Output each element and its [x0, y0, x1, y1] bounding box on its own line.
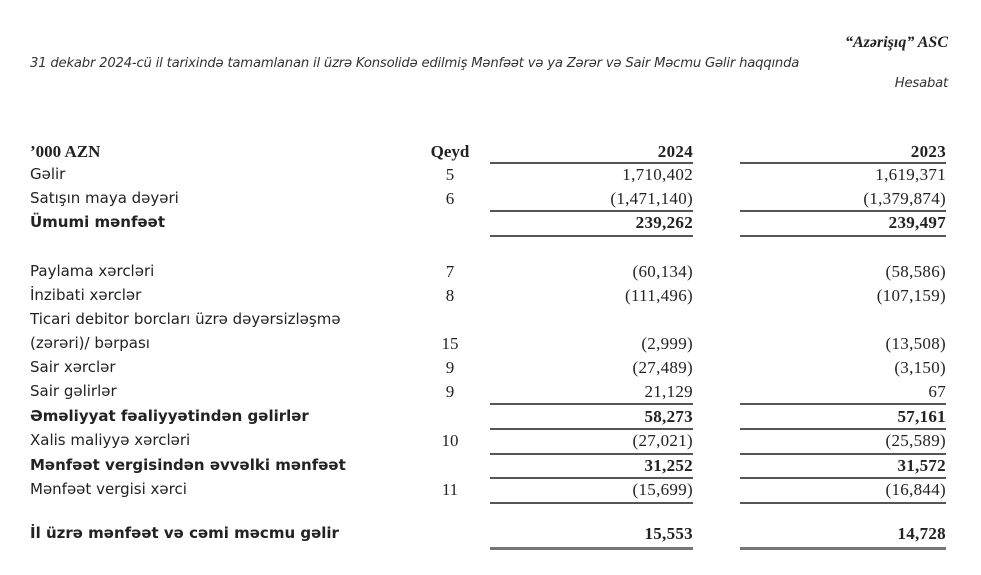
row-note: 15	[441, 334, 459, 353]
table-row	[0, 334, 981, 353]
table-row	[0, 310, 981, 329]
row-value-2024: 58,273	[644, 407, 693, 426]
subtotal-rule-2023	[740, 453, 946, 455]
row-value-2023: (25,589)	[885, 431, 946, 450]
row-value-2023: (3,150)	[894, 358, 946, 377]
table-row-total	[0, 213, 981, 232]
unit-label: ’000 AZN	[30, 142, 101, 161]
row-note: 10	[441, 431, 459, 450]
row-label: Sair xərclər	[30, 358, 116, 376]
subtotal-rule-2024	[490, 403, 693, 405]
row-label: Ticari debitor borcları üzrə dəyərsizləşmə	[30, 310, 341, 328]
row-label: (zərəri)/ bərpası	[30, 334, 150, 352]
row-value-2023: (1,379,874)	[863, 189, 946, 208]
row-value-2024: 239,262	[635, 213, 693, 232]
table-row	[0, 165, 981, 184]
subtotal-rule-2023	[740, 403, 946, 405]
table-row	[0, 382, 981, 401]
row-value-2024: 1,710,402	[622, 165, 693, 184]
subtotal-rule-2024	[490, 477, 693, 479]
row-label: Mənfəət vergisindən əvvəlki mənfəət	[30, 456, 346, 474]
row-value-2024: (27,021)	[632, 431, 693, 450]
total-rule-2023	[740, 235, 946, 237]
company-name: “Azərişıq” ASC	[845, 34, 948, 51]
table-row	[0, 480, 981, 499]
row-note: 9	[445, 358, 455, 377]
statement-title-line1: 31 dekabr 2024-cü il tarixində tamamlanan il üzrə Konsolidə edilmiş Mənfəət və ya Zərər və Sair Məcmu Gəlir haqqında	[30, 56, 800, 71]
row-label: Paylama xərcləri	[30, 262, 155, 280]
row-label: İl üzrə mənfəət və cəmi məcmu gəlir	[30, 524, 339, 542]
subtotal-rule-2024	[490, 428, 693, 430]
subtotal-rule-2024	[490, 453, 693, 455]
row-label: Satışın maya dəyəri	[30, 189, 179, 207]
subtotal-rule-2024	[490, 210, 693, 212]
row-note: 7	[445, 262, 455, 281]
row-value-2023: 14,728	[897, 524, 946, 543]
row-value-2024: (1,471,140)	[610, 189, 693, 208]
row-value-2023: 57,161	[897, 407, 946, 426]
row-value-2023: (58,586)	[885, 262, 946, 281]
row-note: 5	[445, 165, 455, 184]
table-row-total	[0, 407, 981, 426]
subtotal-rule-2023	[740, 428, 946, 430]
row-value-2024: 15,553	[644, 524, 693, 543]
row-value-2023: 31,572	[897, 456, 946, 475]
subtotal-rule-2023	[740, 477, 946, 479]
row-value-2023: 67	[928, 382, 946, 401]
row-value-2024: (111,496)	[624, 286, 693, 305]
row-note: 11	[441, 480, 459, 499]
row-value-2023: 239,497	[888, 213, 946, 232]
subtotal-rule-2023	[740, 502, 946, 504]
table-row	[0, 262, 981, 281]
table-row	[0, 286, 981, 305]
subtotal-rule-2024	[490, 502, 693, 504]
year-2024-header: 2024	[657, 142, 693, 161]
table-row-total	[0, 456, 981, 475]
table-header-row	[0, 142, 981, 161]
row-value-2024: (15,699)	[632, 480, 693, 499]
header-rule-2023	[740, 162, 946, 164]
total-rule-2024	[490, 235, 693, 237]
row-note: 6	[445, 189, 455, 208]
row-value-2024: 21,129	[644, 382, 693, 401]
row-note: 8	[445, 286, 455, 305]
row-value-2023: (13,508)	[885, 334, 946, 353]
statement-title	[30, 54, 948, 94]
row-label: Xalis maliyyə xərcləri	[30, 431, 191, 449]
year-2023-header: 2023	[910, 142, 946, 161]
row-value-2023: 1,619,371	[875, 165, 946, 184]
row-label: İnzibati xərclər	[30, 286, 142, 304]
row-value-2024: 31,252	[644, 456, 693, 475]
row-label: Sair gəlirlər	[30, 382, 117, 400]
table-row	[0, 431, 981, 450]
header-rule-2024	[490, 162, 693, 164]
row-label: Mənfəət vergisi xərci	[30, 480, 187, 498]
row-label: Ümumi mənfəət	[30, 213, 166, 231]
row-label: Əməliyyat fəaliyyətindən gəlirlər	[30, 407, 309, 425]
double-rule-2024	[490, 547, 693, 550]
row-value-2023: (107,159)	[876, 286, 946, 305]
row-value-2023: (16,844)	[885, 480, 946, 499]
row-value-2024: (60,134)	[632, 262, 693, 281]
row-label: Gəlir	[30, 165, 66, 183]
double-rule-2023	[740, 547, 946, 550]
row-value-2024: (2,999)	[641, 334, 693, 353]
table-row-grand-total	[0, 524, 981, 543]
subtotal-rule-2023	[740, 210, 946, 212]
note-header: Qeyd	[430, 142, 470, 161]
row-note: 9	[445, 382, 455, 401]
table-row	[0, 358, 981, 377]
row-value-2024: (27,489)	[632, 358, 693, 377]
table-row	[0, 189, 981, 208]
statement-title-line2: Hesabat	[894, 76, 948, 91]
